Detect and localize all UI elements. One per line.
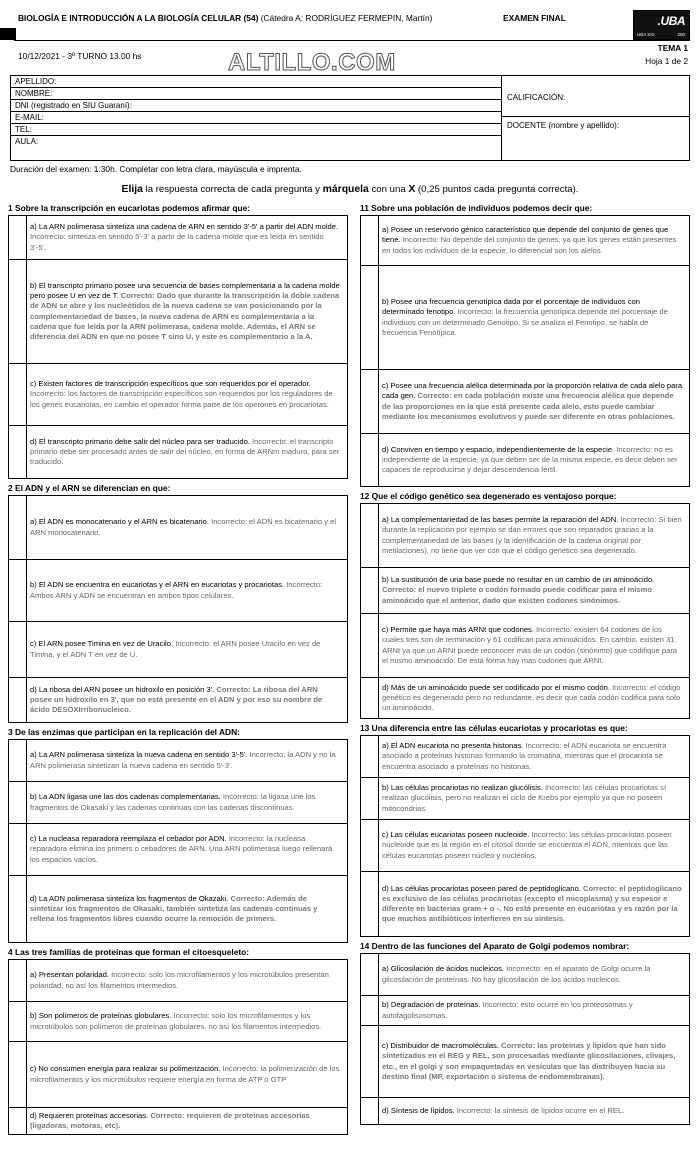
option-text: c) Permite que haya más ARNt que codones. — [382, 625, 534, 635]
page-marker — [0, 28, 16, 40]
incorrect-note: Incorrecto: el código genético es degenerado pero no redundante, es decir que cada codón codifica para solo un aminoácido. — [382, 682, 681, 713]
incorrect-note: Incorrecto: los factores de transcripción específicos son requeridos por los reguladores de los genes eucariotas, en cambio el operador forma parte de los operones en procariotas. — [30, 389, 333, 409]
answer-option[interactable] — [9, 678, 347, 722]
divider — [501, 116, 689, 117]
question-title: 13 Una diferencia entre las células eucariotas y procariotas es que: — [360, 723, 628, 733]
correct-note: Correcto: La ribosa del ARN posee un hidroxilo en 3', que no está presente en el ADN y por eso su nombre de ácido DESOXIrribonucleico. — [30, 684, 323, 715]
answer-option[interactable] — [9, 496, 347, 560]
option-text: d) El transcripto primario debe salir del núcleo para ser traducido. — [30, 436, 250, 446]
answer-option[interactable] — [9, 1042, 347, 1108]
incorrect-note: Incorrecto: Ambos ARN y ADN se encuentran en ambos tipos celulares. — [30, 580, 323, 600]
answer-option[interactable] — [9, 364, 347, 426]
incorrect-note: Incorrecto: solo los microfilamentos y los microtúbulos presentan polaridad, no así los filamentos intermedios. — [30, 970, 329, 990]
exam-type: EXAMEN FINAL — [503, 13, 566, 23]
option-text: a) La complementariedad de las bases permite la reparación del ADN. — [382, 515, 619, 525]
answer-option[interactable] — [361, 370, 689, 434]
answer-option[interactable] — [361, 504, 689, 568]
option-text: b) Posee una frecuencia genotípica dada por el porcentaje de individuos con determinado fenotipo. — [382, 297, 640, 317]
incorrect-note: Incorrecto: esto ocurre en los proteosomas y autofagolisosomas. — [382, 1000, 633, 1020]
incorrect-note: Incorrecto: la síntesis de lípidos ocurre en el REL. — [454, 1105, 625, 1115]
answer-option[interactable] — [9, 876, 347, 942]
answer-option[interactable] — [361, 954, 689, 996]
option-text: d) Conviven en tiempo y espacio, independientemente de la especie. — [382, 444, 615, 454]
incorrect-note: Incorrecto: el transcripto primario debe ser procesado antes de salir del núcleo, en forma de ARNm maduro, para ser traducido. — [30, 436, 340, 467]
incorrect-note: Incorrecto: las células procariotas poseen nucleoide que es la región en el citosol donde se encuentra el ADN, mientras que las células eucariotas poseen núcleo y nucléolos. — [382, 830, 672, 860]
incorrect-note: Incorrecto: el ADN eucariota se encuentra asociado a proteínas histonas formando la cromatina, mientras que el procariota se encuentra asociado a proteínas no histonas. — [382, 741, 667, 771]
question-options — [8, 959, 348, 1135]
incorrect-note: Incorrecto: la ligasa une los fragmentos de Okasaki y las cadenas continuas con las cadenas discontinuas. — [30, 792, 316, 812]
option-text: c) Distribuidor de macromoléculas. — [382, 1041, 499, 1051]
question-options — [360, 953, 690, 1125]
correct-note: Correcto: en cada población existe una frecuencia alélica que depende de las proporciones en la que está presente cada alelo, esto puede cambiar mediante los mecanismos evolutivos y puede ser diferente en otras poblaciones. — [382, 391, 675, 421]
correct-note: Correcto: requieren de proteínas accesorias (ligadoras, motoras, etc). — [30, 1110, 310, 1130]
field-apellido[interactable]: APELLIDO: — [11, 76, 501, 88]
incorrect-note: Incorrecto: las células procariotas sí realizan glucólisis, pero no realizan el ciclo de Krebs por ejemplo ya que no poseen mitocondrias. — [382, 783, 667, 813]
option-text: d) Requieren proteínas accesorias. — [30, 1110, 149, 1120]
incorrect-note: Incorrecto: Si bien durante la replicación por ejemplo se dan errores que son reparados gracias a la complementariedad de las bases (y la identificación de la cadena original por metilaciones), no tiene que ver con que el código genético sea degenerado. — [382, 515, 682, 555]
answer-option[interactable] — [9, 622, 347, 678]
option-text: c) No consumen energía para realizar su polimerización. — [30, 1064, 221, 1074]
option-text: b) El ADN se encuentra en eucariotas y el ARN en eucariotas y procariotas. — [30, 580, 285, 590]
answer-option[interactable] — [361, 778, 689, 820]
answer-option[interactable] — [9, 260, 347, 364]
question-options — [360, 503, 690, 719]
answer-option[interactable] — [361, 678, 689, 718]
incorrect-note: Incorrecto: no es independiente de la especie, ya que deben ser de la misma especie, es decir deben ser capaces de reproducirse y dejar descendencia fértil. — [382, 444, 678, 475]
answer-option[interactable] — [9, 960, 347, 1002]
column-divider — [501, 76, 502, 160]
duration-note: Duración del examen: 1:30h. Completar con letra clara, mayúscula e imprenta. — [10, 164, 302, 174]
option-text: b) Degradación de proteínas. — [382, 1000, 481, 1010]
calificacion-label[interactable]: CALIFICACIÓN: — [507, 93, 566, 102]
exam-subject: BIOLOGÍA E INTRODUCCIÓN A LA BIOLOGÍA CELULAR (54) (Cátedra A: RODRÍGUEZ FERMEPIN, Martín) — [18, 13, 433, 23]
incorrect-note: Incorrecto: la nucleasa reparadora elimina los primers o cebadores de ARN. Una ARN polimerasa luego rellenará los espacios vacíos. — [30, 834, 333, 864]
answer-option[interactable] — [361, 1026, 689, 1098]
option-text: c) La nucleasa reparadora reemplaza el cebador por ADN. — [30, 834, 227, 844]
instructions: Elija la respuesta correcta de cada pregunta y márquela con una X (0,25 puntos cada pregunta correcta). — [121, 184, 579, 195]
question-options — [8, 495, 348, 723]
question-title: 4 Las tres familias de proteínas que forman el citoesqueleto: — [8, 947, 250, 957]
answer-option[interactable] — [9, 824, 347, 876]
questions-left-column — [8, 202, 348, 1135]
uba-logo: .UBA UBA XXI 200 — [633, 10, 690, 40]
answer-option[interactable] — [9, 560, 347, 622]
incorrect-note: Incorrecto: la polimerización de los microfilamentos y los microtúbulos requiere energía en forma de ATP o GTP — [30, 1064, 340, 1084]
option-text: c) Existen factores de transcripción específicos que son requeridos por el operador. — [30, 379, 311, 389]
incorrect-note: Incorrecto: en el aparato de Golgi ocurre la glicosilación de proteínas. No hay glicosilación de los ácidos nucleicos. — [382, 964, 651, 984]
option-text: a) La ARN polimerasa sintetiza una cadena de ARN en sentido 3'-5' a partir del ADN molde. — [30, 222, 339, 232]
tema-label: TEMA 1 — [657, 43, 688, 53]
correct-note: Correcto: el nuevo triplete o codón formado puede codificar para el mismo aminoácido que el anterior, dado que existen codones sinónimos. — [382, 585, 653, 605]
question-options — [360, 735, 690, 937]
answer-option[interactable] — [9, 782, 347, 824]
divider — [14, 40, 690, 41]
answer-option[interactable] — [361, 266, 689, 370]
option-text: c) Las células eucariotas poseen nucleoide. — [382, 830, 530, 840]
incorrect-note: Incorrecto: solo los microfilamentos y los microtúbulos son polímeros de proteínas globulares, no así los filamentos intermedios. — [30, 1011, 322, 1031]
question-title: 3 De las enzimas que participan en la replicación del ADN: — [8, 727, 240, 737]
option-text: b) La ADN ligasa une las dos cadenas complementarias. — [30, 792, 221, 802]
question-title: 14 Dentro de las funciones del Aparato de Golgi podemos nombrar: — [360, 941, 630, 951]
option-text: a) El ADN eucariota no presenta histonas. — [382, 741, 524, 751]
incorrect-note: Incorrecto: existen 64 codones de los cuales tres son de terminación y 61 codifican para aminoácidos. En cambio, existen 31 ARNt ya que un ARNt puede reconocer más de un codón (sinónimo) que codifique para el mismo aminoácido. De esta forma hay más codones que ARNt. — [382, 625, 678, 665]
incorrect-note: Incorrecto: la frecuencia genotípica depende del porcentaje de individuos con un determinado Genotipo. Si se analiza el Fenotipo, se habla de frecuencia Fenotípica. — [382, 307, 668, 337]
student-info-box — [10, 75, 690, 161]
answer-option[interactable] — [361, 434, 689, 486]
field-nombre[interactable]: NOMBRE: — [11, 88, 501, 100]
option-text: a) Posee un reservorio génico característico que depende del conjunto de genes que tiene. — [382, 225, 669, 245]
field-tel[interactable]: TEL: — [11, 124, 501, 136]
option-text: b) La sustitución de una base puede no resultar en un cambio de un aminoácido. — [382, 575, 655, 585]
questions-right-column — [360, 202, 690, 1125]
correct-note: Correcto: el peptidoglicano es exclusivo de las células procariotas (excepto el micoplasma) y su espesor e diferente en bacterias gram + o -. No está presente en eucariotas y es razón por la que muchos antibióticos interfieren en su síntesis. — [382, 883, 682, 924]
option-text: d) La ribosa del ARN posee un hidroxilo en posición 3'. — [30, 684, 215, 694]
incorrect-note: Incorrecto: la ADN y no la ARN polimerasa sintetizan la nueva cadena en sentido 5'-3'. — [30, 750, 336, 770]
option-text: b) Son polímeros de proteínas globulares. — [30, 1011, 172, 1021]
question-options — [8, 215, 348, 479]
question-options — [360, 215, 690, 487]
answer-option[interactable] — [361, 996, 689, 1026]
field-aula[interactable]: AULA: — [15, 137, 39, 146]
answer-option[interactable] — [361, 1098, 689, 1124]
question-options — [8, 739, 348, 943]
incorrect-note: Incorrecto: el ADN es bicatenario y el ARN monocatenario. — [30, 517, 337, 537]
field-email[interactable]: E-MAIL: — [11, 112, 501, 124]
correct-note: Correcto: Además de sintetizar los fragmentos de Okasaki, también sintetiza las cadenas continuas y rellena los fragmentos libres cuando ocurre la remoción de primers. — [30, 893, 318, 924]
answer-option[interactable] — [9, 426, 347, 478]
question-title: 1 Sobre la transcripción en eucariotas podemos afirmar que: — [8, 203, 251, 213]
option-text: d) Más de un aminoácido puede ser codificado por el mismo codón. — [382, 682, 610, 692]
option-text: b) El transcripto primario posee una secuencia de bases complementaria a la cadena molde pero posee U en vez de T. — [30, 281, 340, 301]
option-text: d) Las células procariotas poseen pared de peptidoglicano. — [382, 883, 581, 893]
option-text: c) El ARN posee Timina en vez de Uracilo. — [30, 639, 174, 649]
exam-date: 10/12/2021 - 3º TURNO 13.00 hs — [18, 51, 142, 61]
option-text: d) Síntesis de lípidos. — [382, 1105, 455, 1115]
answer-option[interactable] — [9, 1108, 347, 1134]
answer-option[interactable] — [9, 740, 347, 782]
option-text: d) La ADN polimerasa sintetiza los fragmentos de Okazaki. — [30, 893, 229, 903]
answer-option[interactable] — [9, 1002, 347, 1042]
correct-note: Correcto: las proteínas y lípidos que han sido sintetizados en el REG y REL, son procesadas mediante glicosilaciones, clivajes, etc., en el golgi y son empaquetadas en vesículas que las distribuyen hacia su destino final (MP, exportación o sistema de endomembranas). — [382, 1041, 676, 1081]
page-number: Hoja 1 de 2 — [645, 56, 688, 66]
incorrect-note: Incorrecto: sintetiza en sentido 5'-3' a partir de la cadena molde que es leída en sentido 3'-5'. — [30, 232, 324, 252]
answer-option[interactable] — [361, 736, 689, 778]
answer-option[interactable] — [9, 216, 347, 260]
answer-option[interactable] — [361, 216, 689, 266]
option-text: a) Presentan polaridad. — [30, 970, 109, 980]
field-dni[interactable]: DNI (registrado en SIU Guaraní): — [11, 100, 501, 112]
answer-option[interactable] — [361, 568, 689, 614]
answer-option[interactable] — [361, 820, 689, 872]
option-text: b) Las células procariotas no realizan glucólisis. — [382, 783, 543, 793]
answer-option[interactable] — [361, 614, 689, 678]
option-text: a) El ADN es monocatenario y el ARN es bicatenario. — [30, 517, 209, 527]
incorrect-note: Incorrecto: el ARN posee Uracilo en vez de Timina, y el ADN T en vez de U. — [30, 639, 321, 659]
answer-option[interactable] — [361, 872, 689, 936]
question-title: 2 El ADN y el ARN se diferencian en que: — [8, 483, 171, 493]
watermark: ALTILLO.COM — [228, 49, 396, 76]
option-text: a) Glicosilación de ácidos nucleicos. — [382, 964, 504, 974]
correct-note: Correcto: Dado que durante la transcripción la doble cadena de ADN se abre y los nucleótidos de la nueva cadena se van posicionando por la complementariedad de bases, la nueva cadena de ARN es complementaria a la cadena que fue leída por la ARN polimerasa, cadena molde. Además, el ARN se diferencia del ADN en que no posee T sino U, y este es complementario a la A. — [30, 291, 340, 341]
question-title: 12 Que el código genético sea degenerado es ventajoso porque: — [360, 491, 617, 501]
option-text: a) La ARN polimerasa sintetiza la nueva cadena en sentido 3'-5'. — [30, 750, 248, 760]
docente-label[interactable]: DOCENTE (nombre y apellido): — [507, 121, 620, 130]
option-text: c) Posee una frecuencia alélica determinada por la proporción relativa de cada alelo para cada gen. — [382, 381, 683, 401]
question-title: 11 Sobre una población de individuos podemos decir que: — [360, 203, 593, 213]
incorrect-note: Incorrecto: No depende del conjunto de genes, ya que los genes están presentes en todos los individuos de la especie, lo diferencial son los alelos. — [382, 235, 677, 255]
